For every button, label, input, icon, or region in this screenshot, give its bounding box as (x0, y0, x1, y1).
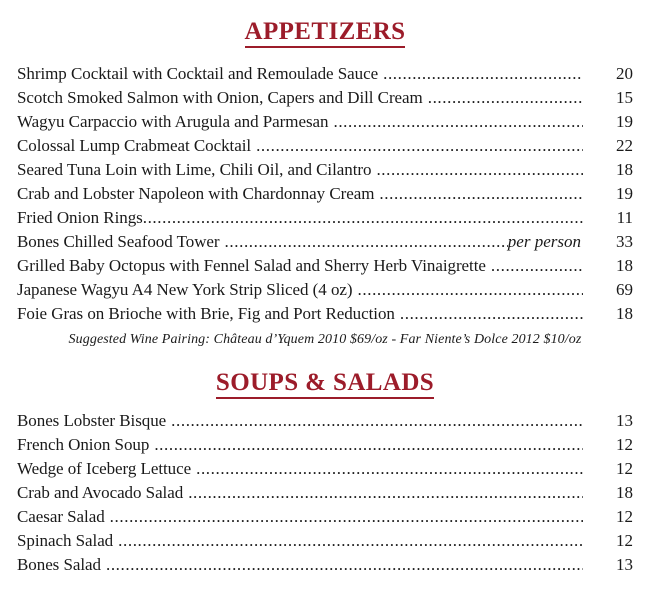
menu-item-name: Colossal Lump Crabmeat Cocktail (17, 136, 252, 155)
menu-item-price: 13 (616, 555, 633, 574)
menu-item[interactable] (17, 457, 633, 481)
menu-item[interactable] (17, 86, 633, 110)
section-heading-appetizers-text: APPETIZERS (245, 19, 406, 48)
menu-item[interactable] (17, 505, 633, 529)
menu-item-name: Bones Lobster Bisque (17, 411, 167, 430)
appetizers-item-list (17, 62, 633, 326)
dot-leader (188, 481, 583, 505)
dot-leader (196, 457, 583, 481)
dot-leader (376, 158, 583, 182)
menu-item-name: Bones Salad (17, 555, 101, 574)
dot-leader (400, 302, 583, 326)
menu-item-price: 18 (616, 304, 633, 323)
dot-leader (428, 86, 583, 110)
menu-item[interactable] (17, 110, 633, 134)
dot-leader (256, 134, 583, 158)
menu-item[interactable] (17, 62, 633, 86)
menu-item-price: 18 (616, 256, 633, 275)
dot-leader (143, 206, 583, 230)
menu-item[interactable] (17, 206, 633, 230)
menu-item-price: 22 (616, 136, 633, 155)
menu-item-price: 69 (616, 280, 633, 299)
menu-item-name: Wagyu Carpaccio with Arugula and Parmesan (17, 112, 329, 131)
dot-leader (225, 230, 508, 254)
menu-item-price: 20 (616, 64, 633, 83)
soups-salads-item-list (17, 409, 633, 577)
dot-leader (171, 409, 583, 433)
dot-leader (118, 529, 583, 553)
menu-item-price: 12 (616, 459, 633, 478)
dot-leader (491, 254, 583, 278)
menu-item[interactable] (17, 553, 633, 577)
menu-item-price: 12 (616, 507, 633, 526)
menu-item-name: Shrimp Cocktail with Cocktail and Remoulade Sauce (17, 64, 379, 83)
section-heading-soups-salads (0, 370, 650, 399)
menu-item-name: Seared Tuna Loin with Lime, Chili Oil, and Cilantro (17, 160, 372, 179)
menu-item-price: 11 (616, 208, 633, 227)
menu-item-name: Japanese Wagyu A4 New York Strip Sliced (4 oz) (17, 280, 353, 299)
section-heading-soups-salads-text: SOUPS & SALADS (216, 370, 434, 399)
menu-item-price: 19 (616, 184, 633, 203)
menu-item-name: French Onion Soup (17, 435, 150, 454)
menu-item-price: 12 (616, 435, 633, 454)
dot-leader (154, 433, 583, 457)
menu-item-price: 33 (616, 232, 633, 251)
menu-item[interactable] (17, 529, 633, 553)
menu-item-name: Foie Gras on Brioche with Brie, Fig and Port Reduction (17, 304, 395, 323)
dot-leader (379, 182, 583, 206)
dot-leader (333, 110, 583, 134)
menu-item-name: Caesar Salad (17, 507, 105, 526)
menu-item[interactable] (17, 182, 633, 206)
menu-item-name: Fried Onion Rings (17, 208, 143, 227)
menu-item-price: 18 (616, 483, 633, 502)
menu-item[interactable] (17, 481, 633, 505)
menu-item-price: 13 (616, 411, 633, 430)
menu-item-name: Crab and Avocado Salad (17, 483, 184, 502)
menu-item-name: Wedge of Iceberg Lettuce (17, 459, 192, 478)
menu-item[interactable] (17, 302, 633, 326)
menu-item[interactable] (17, 278, 633, 302)
menu-item-price: 18 (616, 160, 633, 179)
menu-item[interactable] (17, 230, 633, 254)
menu-item[interactable] (17, 158, 633, 182)
menu-item-name: Spinach Salad (17, 531, 114, 550)
menu-item-price: 19 (616, 112, 633, 131)
menu-item-name: Scotch Smoked Salmon with Onion, Capers and Dill Cream (17, 88, 423, 107)
menu-item-price: 15 (616, 88, 633, 107)
menu-item-name: Bones Chilled Seafood Tower (17, 232, 220, 251)
section-heading-appetizers (0, 19, 650, 48)
wine-pairing-note: Suggested Wine Pairing: Château d’Yquem 2010 $69/oz - Far Niente’s Dolce 2012 $10/oz (68, 332, 582, 347)
dot-leader (110, 505, 583, 529)
menu-item[interactable] (17, 433, 633, 457)
menu-item[interactable] (17, 254, 633, 278)
menu-item[interactable] (17, 409, 633, 433)
menu-item-note: per person (507, 232, 581, 251)
menu-item-name: Grilled Baby Octopus with Fennel Salad and Sherry Herb Vinaigrette (17, 256, 486, 275)
dot-leader (358, 278, 583, 302)
dot-leader (106, 553, 583, 577)
dot-leader (383, 62, 583, 86)
menu-item-price: 12 (616, 531, 633, 550)
menu-item[interactable] (17, 134, 633, 158)
menu-item-name: Crab and Lobster Napoleon with Chardonnay Cream (17, 184, 375, 203)
